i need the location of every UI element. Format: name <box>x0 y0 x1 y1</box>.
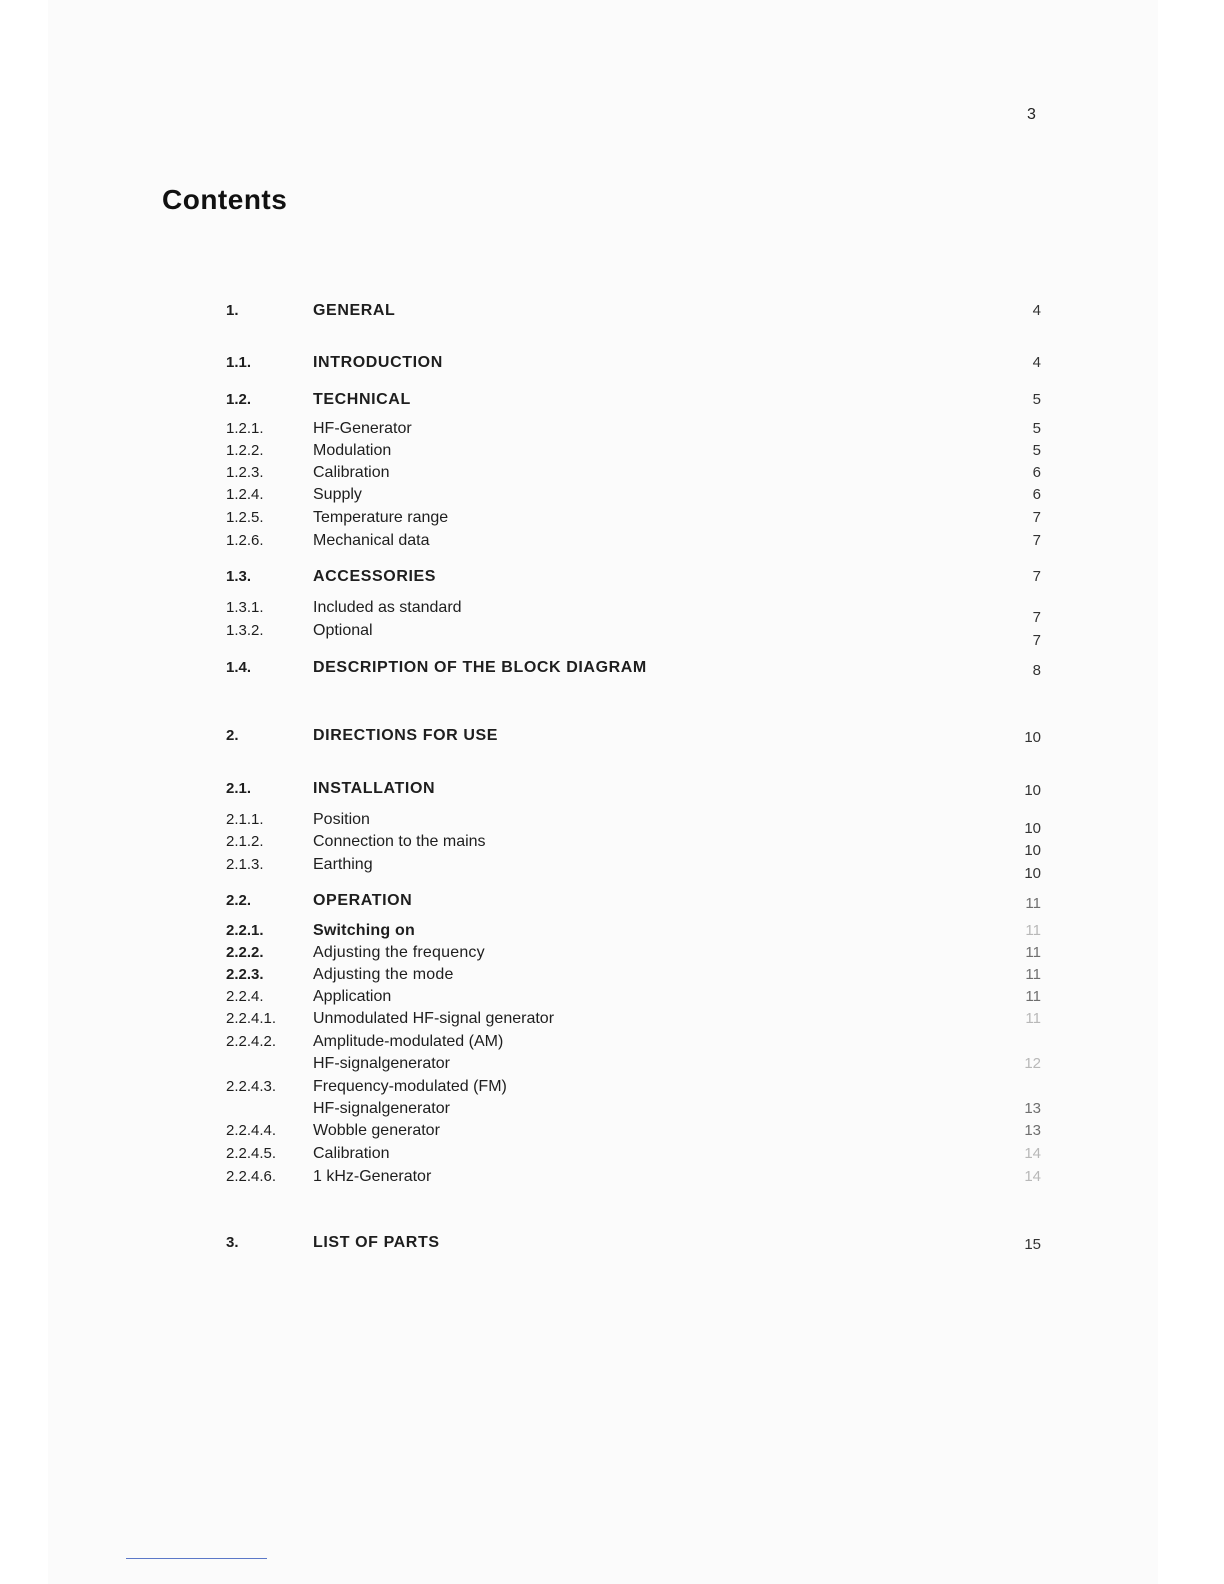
toc-number: 3. <box>226 1234 239 1251</box>
toc-page: 11 <box>1025 922 1041 939</box>
toc-label: DIRECTIONS FOR USE <box>313 727 499 744</box>
toc-label: Mechanical data <box>313 532 430 549</box>
toc-entry <box>0 391 1224 413</box>
toc-entry <box>0 532 1224 554</box>
toc-page: 7 <box>1032 632 1041 649</box>
toc-entry <box>0 922 1224 944</box>
toc-label: Modulation <box>313 442 392 459</box>
toc-page: 4 <box>1032 354 1041 371</box>
toc-entry <box>0 568 1224 590</box>
toc-page: 5 <box>1032 420 1041 437</box>
toc-number: 1.2.1. <box>226 420 264 437</box>
toc-page: 10 <box>1024 782 1041 799</box>
toc-page: 10 <box>1024 865 1041 882</box>
toc-page: 11 <box>1025 966 1041 983</box>
toc-number: 2.1.1. <box>226 811 264 828</box>
toc-page: 14 <box>1024 1168 1041 1185</box>
toc-number: 1. <box>226 302 239 319</box>
toc-entry <box>0 302 1224 324</box>
toc-number: 2.2.4.5. <box>226 1145 277 1162</box>
page-title: Contents <box>162 184 288 215</box>
toc-entry <box>0 727 1224 749</box>
toc-page: 15 <box>1024 1236 1041 1253</box>
toc-page: 7 <box>1032 532 1041 549</box>
toc-number: 1.3.1. <box>226 599 264 616</box>
toc-page: 12 <box>1024 1055 1041 1072</box>
toc-label: Wobble generator <box>313 1122 440 1139</box>
toc-label: Switching on <box>313 922 415 939</box>
toc-number: 2.2.3. <box>226 966 264 983</box>
toc-entry <box>0 420 1224 442</box>
toc-number: 2.1.2. <box>226 833 264 850</box>
toc-entry <box>0 1055 1224 1077</box>
toc-entry <box>0 988 1224 1010</box>
toc-label: DESCRIPTION OF THE BLOCK DIAGRAM <box>313 659 647 676</box>
toc-entry <box>0 1078 1224 1100</box>
toc-number: 1.2.5. <box>226 509 264 526</box>
toc-entry <box>0 442 1224 464</box>
toc-page: 11 <box>1025 988 1041 1005</box>
toc-number: 1.1. <box>226 354 252 371</box>
toc-label: Calibration <box>313 464 390 481</box>
toc-label: Application <box>313 988 392 1005</box>
toc-entry <box>0 892 1224 914</box>
toc-page: 7 <box>1032 609 1041 626</box>
toc-entry <box>0 354 1224 376</box>
toc-label: Connection to the mains <box>313 833 486 850</box>
toc-number: 2.2. <box>226 892 252 909</box>
toc-label: HF-Generator <box>313 420 412 437</box>
toc-page: 10 <box>1024 729 1041 746</box>
toc-label: 1 kHz-Generator <box>313 1168 432 1185</box>
toc-number: 1.2. <box>226 391 252 408</box>
toc-number: 2.2.4.3. <box>226 1078 277 1095</box>
toc-entry <box>0 856 1224 882</box>
toc-label: Included as standard <box>313 599 462 616</box>
toc-page: 5 <box>1032 442 1041 459</box>
toc-entry <box>0 811 1224 837</box>
toc-page: 6 <box>1032 486 1041 503</box>
toc-number: 1.3. <box>226 568 252 585</box>
toc-page: 11 <box>1025 944 1041 961</box>
toc-page: 11 <box>1025 895 1041 912</box>
toc-page: 10 <box>1024 842 1041 859</box>
toc-number: 1.4. <box>226 659 252 676</box>
toc-entry <box>0 944 1224 966</box>
toc-entry <box>0 1168 1224 1190</box>
toc-label: Optional <box>313 622 373 639</box>
toc-label: TECHNICAL <box>313 391 411 408</box>
toc-page: 7 <box>1032 568 1041 585</box>
toc-label: OPERATION <box>313 892 413 909</box>
toc-entry <box>0 1100 1224 1122</box>
toc-number: 2.2.2. <box>226 944 264 961</box>
toc-number: 1.2.3. <box>226 464 264 481</box>
page-number: 3 <box>1027 106 1036 123</box>
toc-entry <box>0 780 1224 802</box>
toc-label: Calibration <box>313 1145 390 1162</box>
toc-number: 2.2.1. <box>226 922 264 939</box>
toc-page: 5 <box>1032 391 1041 408</box>
toc-entry <box>0 833 1224 859</box>
toc-number: 1.3.2. <box>226 622 264 639</box>
toc-number: 2.2.4.1. <box>226 1010 277 1027</box>
toc-number: 2.2.4.6. <box>226 1168 277 1185</box>
toc-entry <box>0 659 1224 681</box>
toc-label: Position <box>313 811 370 828</box>
toc-label: Adjusting the frequency <box>313 944 485 961</box>
toc-number: 2.2.4. <box>226 988 264 1005</box>
toc-entry <box>0 1033 1224 1055</box>
toc-label: HF-signalgenerator <box>313 1055 450 1072</box>
toc-page: 13 <box>1024 1100 1041 1117</box>
toc-label: Earthing <box>313 856 373 873</box>
toc-entry <box>0 966 1224 988</box>
toc-label: LIST OF PARTS <box>313 1234 440 1251</box>
toc-label: Temperature range <box>313 509 449 526</box>
toc-page: 10 <box>1024 820 1041 837</box>
toc-label: Adjusting the mode <box>313 966 454 983</box>
toc-number: 1.2.2. <box>226 442 264 459</box>
toc-page: 13 <box>1024 1122 1041 1139</box>
toc-number: 2.1. <box>226 780 252 797</box>
toc-label: Unmodulated HF-signal generator <box>313 1010 555 1027</box>
toc-label: INSTALLATION <box>313 780 436 797</box>
toc-number: 2. <box>226 727 239 744</box>
toc-label: Amplitude-modulated (AM) <box>313 1033 504 1050</box>
toc-entry <box>0 1234 1224 1256</box>
toc-entry <box>0 622 1224 649</box>
toc-entry <box>0 509 1224 531</box>
toc-label: Frequency-modulated (FM) <box>313 1078 507 1095</box>
toc-page: 11 <box>1025 1010 1041 1027</box>
toc-number: 1.2.4. <box>226 486 264 503</box>
toc-label: HF-signalgenerator <box>313 1100 450 1117</box>
toc-number: 2.2.4.4. <box>226 1122 277 1139</box>
toc-label: ACCESSORIES <box>313 568 437 585</box>
toc-entry <box>0 1145 1224 1167</box>
toc-page: 14 <box>1024 1145 1041 1162</box>
toc-entry <box>0 486 1224 508</box>
toc-page: 4 <box>1032 302 1041 319</box>
toc-number: 2.2.4.2. <box>226 1033 277 1050</box>
toc-page: 8 <box>1032 662 1041 679</box>
toc-label: INTRODUCTION <box>313 354 443 371</box>
toc-entry <box>0 1010 1224 1032</box>
toc-label: Supply <box>313 486 362 503</box>
toc-entry <box>0 1122 1224 1144</box>
toc-entry <box>0 599 1224 626</box>
toc-entry <box>0 464 1224 486</box>
toc-page: 6 <box>1032 464 1041 481</box>
toc-number: 2.1.3. <box>226 856 264 873</box>
toc-label: GENERAL <box>313 302 396 319</box>
toc-page: 7 <box>1032 509 1041 526</box>
footer-rule <box>126 1558 267 1559</box>
toc-number: 1.2.6. <box>226 532 264 549</box>
